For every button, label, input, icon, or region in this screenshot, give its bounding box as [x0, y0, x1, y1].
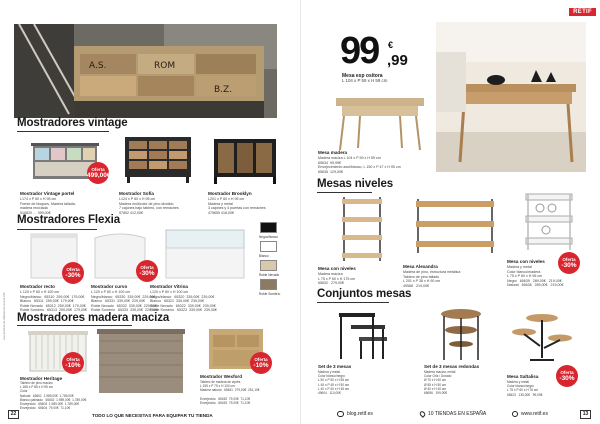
offer-value: -10% [65, 362, 81, 369]
offer-badge-flexia-2 [136, 260, 158, 282]
offer-label: Oferta [66, 267, 80, 272]
niveles-product-3-desc: Madera y metal Color blanco/madera L 75 x P 60 x H 95 cm Negro 65639 289,00€ 219,00€ Natural 65638 289,00€ 219,00€ [507, 265, 564, 288]
niveles-product-3-name: Mesa con niveles [507, 259, 545, 264]
conjuntos-product-1-desc: Madera y metal Color blanco/negro L 50 x P 50 x H 55 cm L 45 x P 45 x H 50 cm L 40 x P 40 x H 45 cm 49604 110,00€ [318, 370, 350, 396]
flexia-product-2-desc: L 120 x P 60 x H 100 cm Negro/blanco 65330 339,00€ 229,00€ Blanco 65331 339,00€ 229,00€ Roble Nevado 65332 339,00€ 229,00€ Roble Sombrío 65333 339,00€ 229,00€ [91, 290, 158, 313]
conjuntos-product-2-name: Set de 3 mesas redondas [424, 364, 480, 369]
swatch-roble-sombrio [260, 279, 277, 290]
vintage-product-1-desc: L174 x P 60 x H 95 cm Frente de bloques, Madera tallada, madera reciclada 510820 … 399,00€ [20, 197, 76, 215]
feature-price-integer: 99 [340, 30, 379, 72]
madera-product-2-desc: Tablero de madera de ciprés L 155 x P 75 x H 100 cm Madera natural 65451 279,00€ 251,10€ Envejecido 65452 79,00€ 71,10€ Envejecido 65453 79,00€ 71,10€ [200, 380, 260, 406]
conjuntos-product-2-image [436, 304, 486, 364]
svg-text:ROM: ROM [154, 61, 176, 71]
vintage-product-2-image [121, 133, 199, 185]
niveles-product-1-name: Mesa con niveles [318, 266, 356, 271]
offer-value: -30% [139, 270, 155, 277]
madera-product-1-desc: Tablero de pino macizo L 186 x P 85 x H 95 cm Color Natural 65601 1.989,00€ 1.789,00€ Blanco patinado 65602 1.989,00€ 1.789,00€ Envejecido 65603 1.989,00€ 1.789,00€ Envejecido 65604 79,00€ 71,10€ [20, 381, 87, 411]
section-title-flexia: Mostradores Flexia [17, 214, 121, 226]
feature-name: Mesa esp ositora [342, 73, 383, 79]
footer-stores[interactable] [420, 411, 486, 417]
page-number-left: 22 [8, 410, 19, 419]
chat-icon [337, 411, 344, 417]
globe-icon [512, 411, 518, 417]
page-number-right: 13 [580, 410, 591, 419]
conjuntos-product-3-name: Mesa Saltalisa [507, 374, 539, 379]
swatch-label-3: Roble Nevado [259, 273, 280, 277]
swatch-negro-blanco [260, 222, 277, 233]
vertical-note: Los precios se indican en euros IVA [2, 292, 6, 340]
offer-label: Oferta [254, 357, 268, 362]
conjuntos-product-1-name: Set de 3 mesas [318, 364, 352, 369]
offer-label: Oferta [560, 370, 574, 375]
conjuntos-product-3-image [510, 306, 574, 364]
footer-tagline: TODO LO QUE NECESITAS PARA EQUIPAR TU TIENDA [92, 413, 213, 418]
flexia-product-3-name: Mostrador Vitrina [150, 284, 188, 289]
footer-blog[interactable] [337, 411, 373, 417]
section-title-madera: Mostradores madera maciza [17, 312, 170, 324]
flexia-product-1-desc: L 120 x P 60 x H 100 cm Negro/blanco 65310 259,00€ 179,00€ Blanco 65311 259,00€ 179,00€ Roble Nevado 65312 259,00€ 179,00€ Roble Sombrío 65313 259,00€ 179,00€ [20, 290, 87, 313]
niveles-product-1-image [336, 193, 388, 265]
feature-product-name: Mesa madera [318, 150, 348, 155]
section-title-mesas-niveles: Mesas niveles [317, 178, 394, 190]
offer-badge-madera-2 [250, 352, 272, 374]
offer-label: Oferta [91, 167, 105, 172]
vintage-product-2-name: Mostrador Sofía [119, 191, 154, 196]
feature-desk-image [330, 92, 430, 152]
madera-product-2-image [95, 327, 187, 397]
section-rule [17, 325, 132, 326]
offer-value: -30% [559, 375, 575, 382]
conjuntos-product-3-desc: Madera y metal Color blanco/negro L 75 x P 60 x H 76 cm 65623 135,00€ 99,00€ [507, 380, 543, 397]
vintage-product-1-name: Mostrador Vintage portel [20, 191, 75, 196]
feature-store-photo [436, 22, 586, 172]
swatch-label-4: Roble Sombrío [259, 292, 281, 296]
madera-product-1-name: Mostrador Heritage [20, 376, 63, 381]
vintage-product-2-desc: L124 x P 60 x H 95 cm Madera multicolor de pino dividido 7 cajones bajo tablero, con remaches 97852 412,00€ [119, 197, 179, 215]
footer-web-label: www.retif.es [521, 411, 548, 417]
section-rule [317, 302, 389, 303]
flexia-product-2-name: Mostrador curvo [91, 284, 128, 289]
location-pin-icon [419, 410, 427, 418]
section-rule [17, 131, 109, 132]
swatch-blanco [260, 241, 277, 252]
offer-value: -10% [253, 362, 269, 369]
flexia-product-1-name: Mostrador recto [20, 284, 55, 289]
vintage-product-3-name: Mostrador Brooklyn [208, 191, 252, 196]
feature-dims: L 104 x P 59 x H 59 cm [342, 78, 388, 83]
conjuntos-product-2-desc: Madera maciza, metal Color Gris / Dorado Ø 70 x H 60 cm Ø 55 x H 50 cm Ø 40 x H 40 cm 65696 199,00€ [424, 370, 456, 396]
offer-badge-vintage [87, 162, 109, 184]
niveles-product-2-name: Mesa Alexandra [403, 264, 438, 269]
swatch-roble-nevado [260, 260, 277, 271]
flexia-product-3-desc: L120 x P 60 x H 100 cm Negro/blanco 65320 339,00€ 239,00€ Blanco 65321 339,00€ 239,00€ Roble Nevado 65322 339,00€ 239,00€ Roble Sombrío 65323 339,00€ 239,00€ [150, 290, 217, 313]
swatch-label-1: Negro/blanco [259, 235, 278, 239]
brand-logo: RETIF [569, 8, 596, 16]
niveles-product-2-image [412, 195, 498, 257]
feature-product-desc: Madera maciza L 104 x P 59 x H 59 cm 65634 99,99€ Envejecimiento azul/blanco, L 150 x P 47 x H 95 cm 65635 129,00€ [318, 156, 401, 174]
offer-value: -30% [65, 272, 81, 279]
footer-web[interactable] [512, 411, 548, 417]
conjuntos-product-1-image [333, 305, 393, 363]
feature-price-currency: € [388, 40, 394, 50]
section-title-vintage: Mostradores vintage [17, 117, 128, 129]
offer-label: Oferta [562, 257, 576, 262]
offer-value: 499,00€ [87, 172, 111, 179]
madera-product-2-name: Mostrador Wexford [200, 374, 243, 379]
niveles-product-2-desc: Madera de pino, estructura metálica Tablero de pino tallado L 201 x P 38 x H 90 cm 49568 219,00€ [403, 270, 461, 288]
footer-stores-label: 10 TIENDAS EN ESPAÑA [428, 411, 487, 417]
swatch-label-2: Blanco [259, 254, 269, 258]
vintage-product-3-desc: L201 x P 60 x H 95 cm Madera y metal 3 cajones y 4 puertas con remaches 475655 418,00€ [208, 197, 266, 215]
offer-badge-flexia [62, 262, 84, 284]
offer-value: -30% [561, 262, 577, 269]
vintage-product-3-image [210, 133, 280, 185]
offer-label: Oferta [66, 357, 80, 362]
offer-badge-conjuntos [556, 365, 578, 387]
section-title-conjuntos: Conjuntos mesas [317, 288, 412, 300]
niveles-product-1-desc: Madera maciza L 75 x P 60 x H 175 cm 65632 279,00€ [318, 272, 356, 286]
svg-text:A.S.: A.S. [89, 61, 107, 71]
svg-text:B.Z.: B.Z. [214, 85, 233, 95]
flexia-product-3-image [160, 226, 250, 280]
niveles-product-3-image [520, 188, 578, 252]
feature-price-decimal: ,99 [387, 52, 408, 69]
offer-badge-madera [62, 352, 84, 374]
vintage-hero-photo [14, 24, 277, 118]
offer-label: Oferta [140, 265, 154, 270]
footer-blog-label: blog.retif.es [347, 411, 373, 417]
